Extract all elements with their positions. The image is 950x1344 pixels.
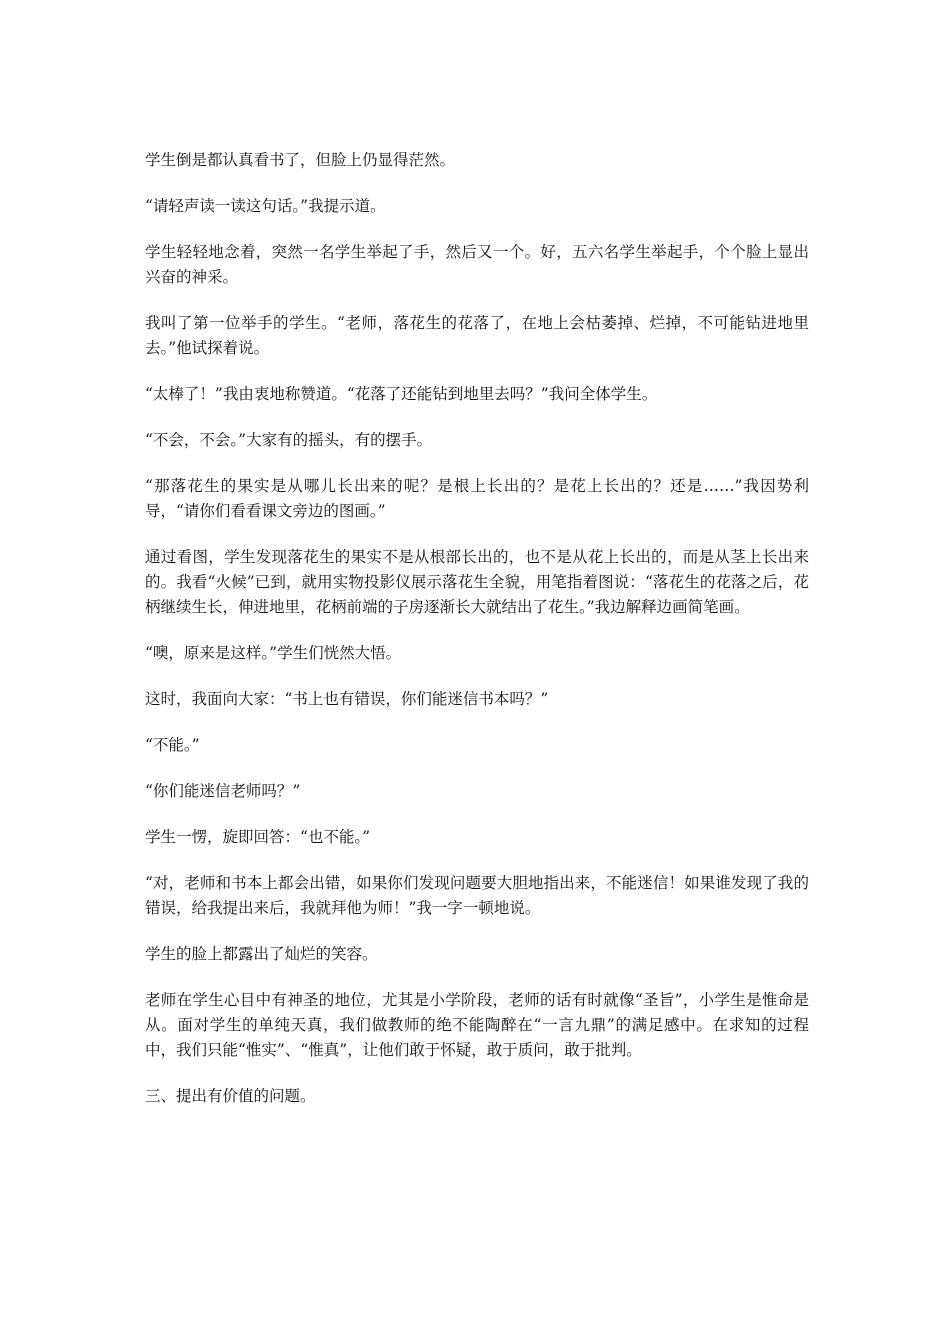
section-heading: 三、提出有价值的问题。	[145, 1087, 316, 1105]
paragraph-8: 通过看图，学生发现落花生的果实不是从根部长出的，也不是从花上长出的，而是从茎上长出来的。我看“火候”已到，就用实物投影仪展示落花生全貌，用笔指着图说：“落花生的花落之后，花柄继续生长，伸进地里，花柄前端的子房逐渐长大就结出了花生。”我边解释边画简笔画。	[145, 548, 809, 616]
paragraph-14: “对，老师和书本上都会出错，如果你们发现问题要大胆地指出来，不能迷信！如果谁发现了我的错误，给我提出来后，我就拜他为师！”我一字一顿地说。	[145, 874, 809, 917]
paragraph-10: 这时，我面向大家：“书上也有错误，你们能迷信书本吗？”	[145, 690, 549, 708]
paragraph-7: “那落花生的果实是从哪儿长出来的呢？是根上长出的？是花上长出的？还是……”我因势利导，“请你们看看课文旁边的图画。”	[145, 477, 809, 520]
paragraph-13: 学生一愣，旋即回答：“也不能。”	[145, 828, 371, 846]
paragraph-9: “噢，原来是这样。”学生们恍然大悟。	[145, 644, 402, 662]
paragraph-15: 学生的脸上都露出了灿烂的笑容。	[145, 945, 378, 963]
document-body	[145, 148, 809, 1130]
paragraph-3: 学生轻轻地念着，突然一名学生举起了手，然后又一个。好，五六名学生举起手，个个脸上显出兴奋的神采。	[145, 243, 809, 286]
paragraph-12: “你们能迷信老师吗？”	[145, 782, 301, 800]
paragraph-4: 我叫了第一位举手的学生。“老师，落花生的花落了，在地上会枯萎掉、烂掉，不可能钻进地里去。”他试探着说。	[145, 314, 809, 357]
paragraph-2: “请轻声读一读这句话。”我提示道。	[145, 197, 386, 215]
paragraph-11: “不能。”	[145, 736, 200, 754]
paragraph-1: 学生倒是都认真看书了，但脸上仍显得茫然。	[145, 151, 456, 169]
paragraph-5: “太棒了！”我由衷地称赞道。“花落了还能钻到地里去吗？”我问全体学生。	[145, 385, 658, 403]
paragraph-6: “不会，不会。”大家有的摇头，有的摆手。	[145, 431, 433, 449]
paragraph-16: 老师在学生心目中有神圣的地位，尤其是小学阶段，老师的话有时就像“圣旨”，小学生是惟命是从。面对学生的单纯天真，我们做教师的绝不能陶醉在“一言九鼎”的满足感中。在求知的过程中，我们只能“惟实”、“惟真”，让他们敢于怀疑，敢于质问，敢于批判。	[145, 991, 809, 1059]
